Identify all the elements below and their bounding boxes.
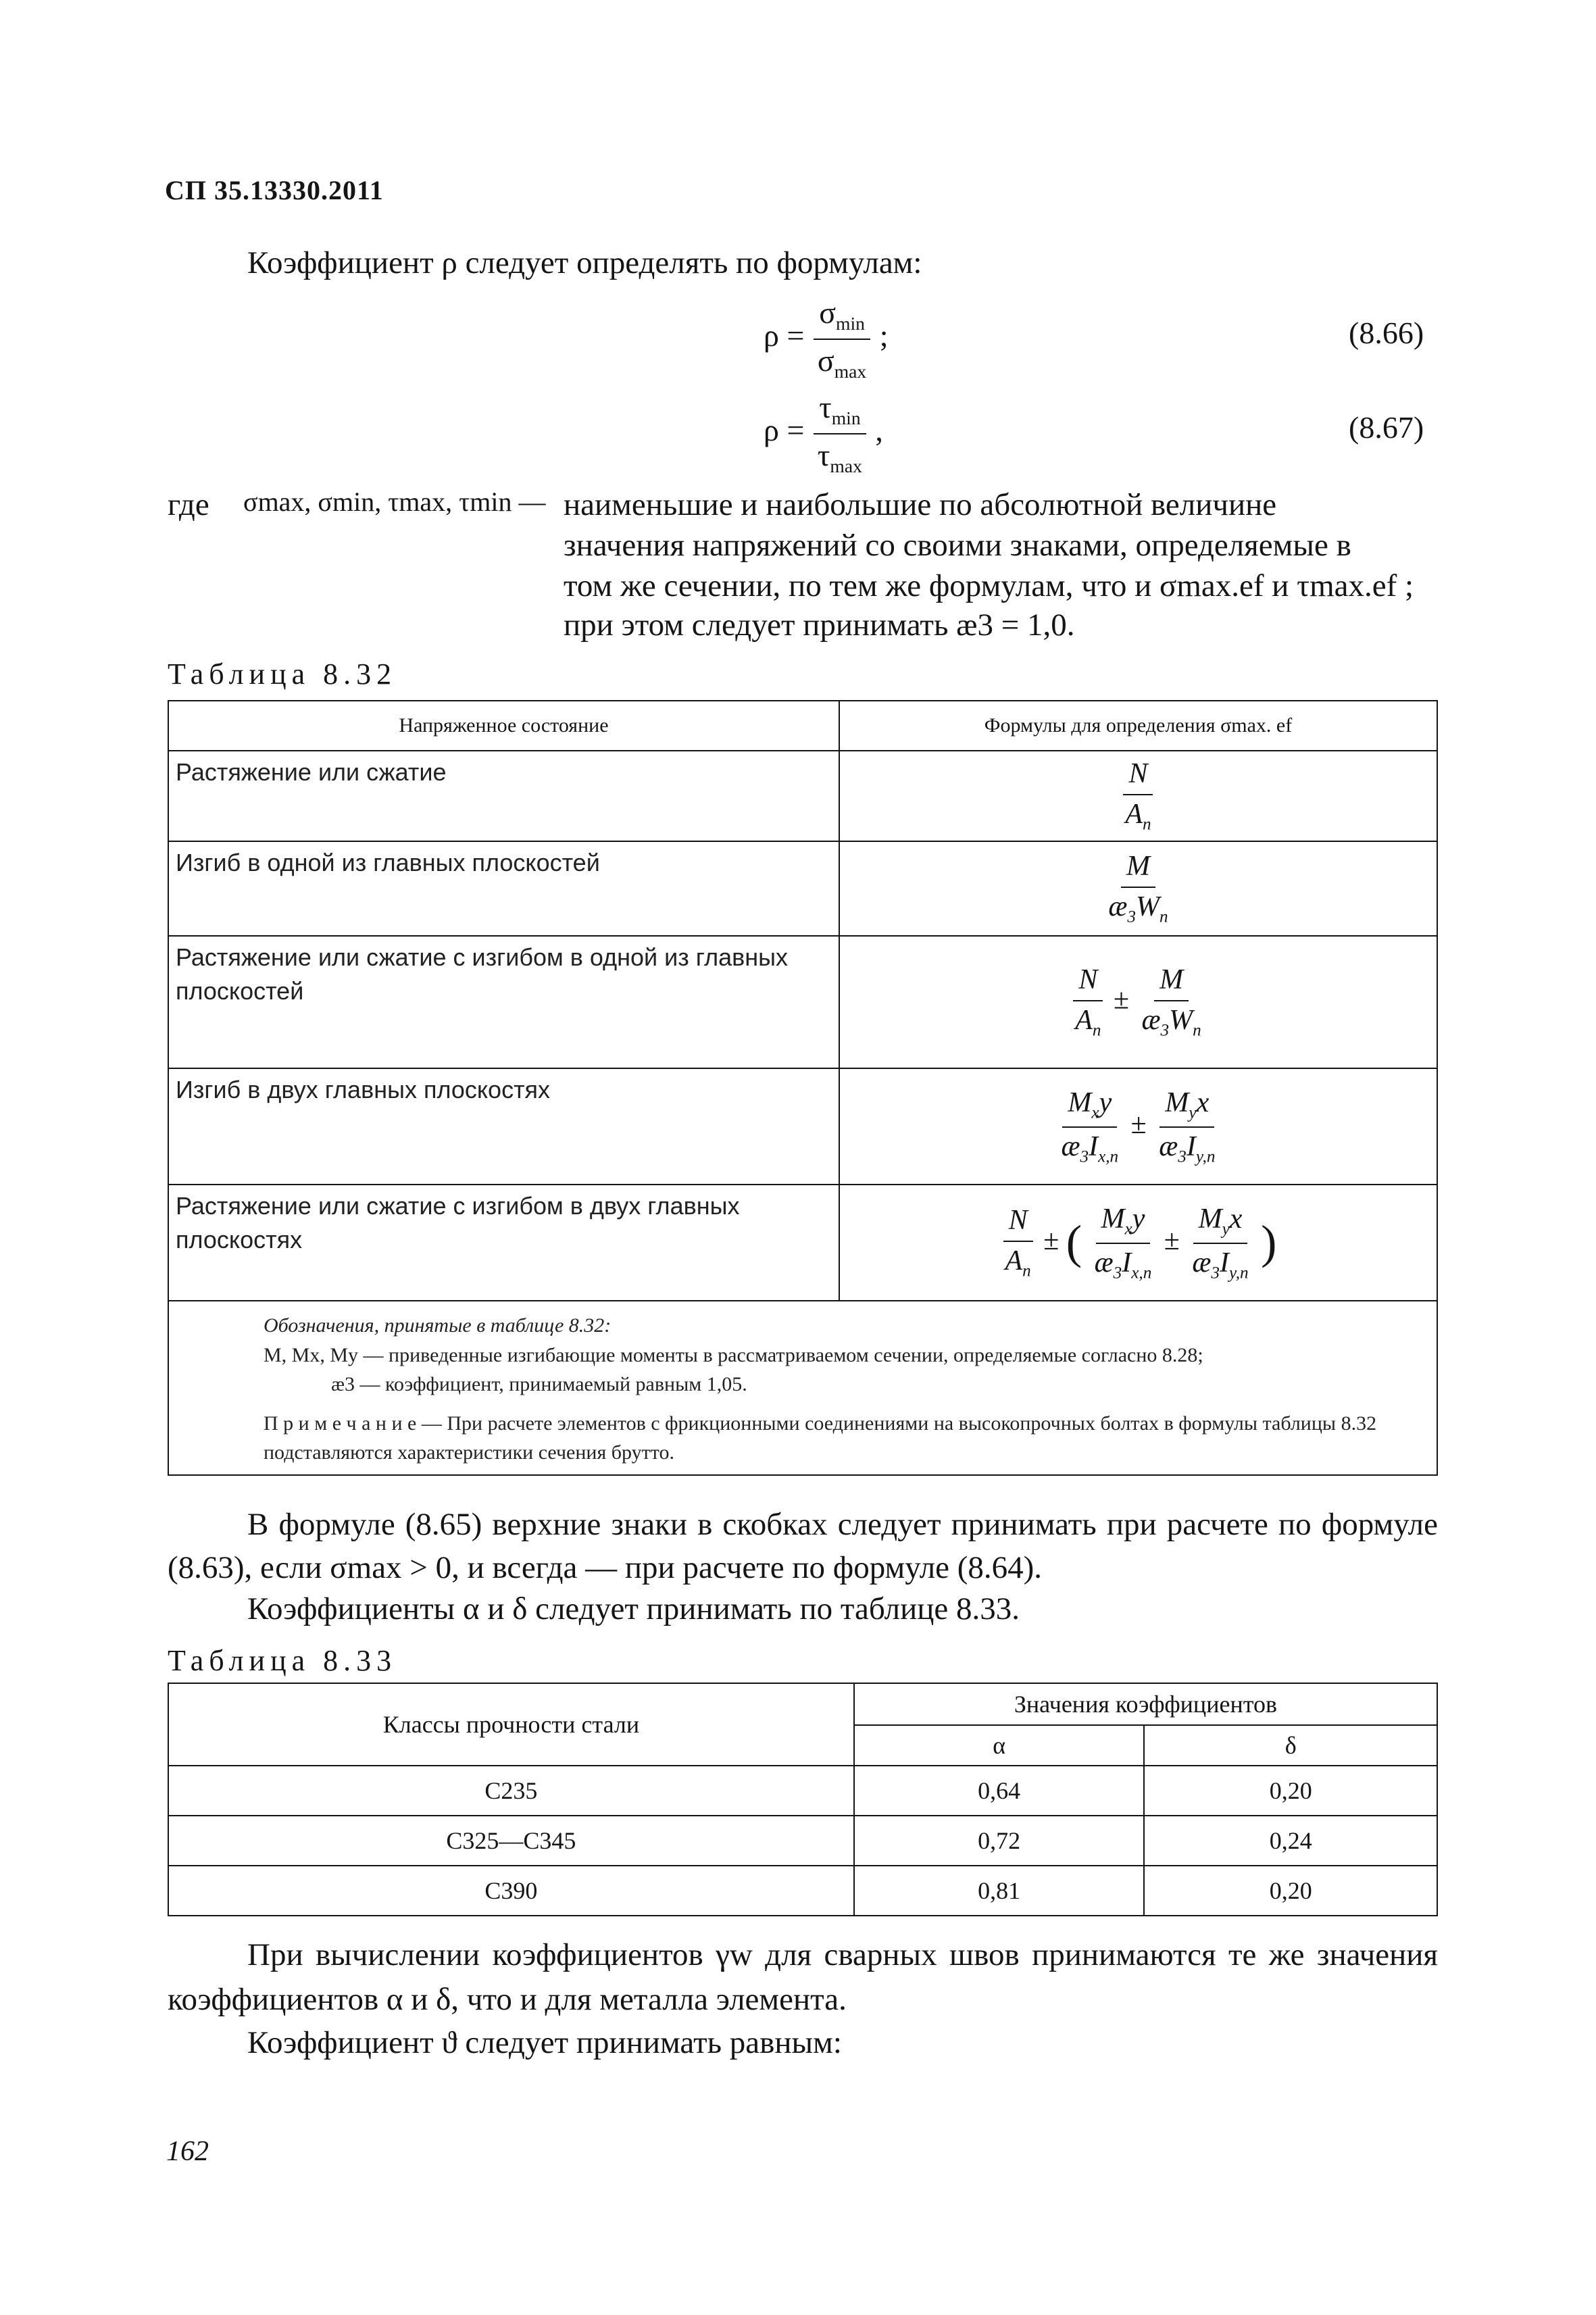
table-cell-state: Изгиб в двух главных плоскостях xyxy=(168,1068,839,1185)
paragraph-2: Коэффициенты α и δ следует принимать по таблице 8.33. xyxy=(247,1591,1020,1626)
table-cell-alpha: 0,72 xyxy=(854,1816,1145,1866)
table-8-33-caption: Таблица 8.33 xyxy=(168,1644,397,1677)
table-row xyxy=(168,1866,1437,1916)
paragraph-1: В формуле (8.65) верхние знаки в скобках следует принимать при расчете по формуле (8.63), если σmax > 0, и всегда — при расчете по формуле (8.64). xyxy=(168,1507,1438,1585)
fraction: $\frac{\tau_{min}}{\tau_{max}}$ xyxy=(812,389,868,477)
table-cell-class: С390 xyxy=(168,1866,854,1916)
table-row xyxy=(168,1766,1437,1816)
table-cell-delta: 0,20 xyxy=(1144,1766,1437,1816)
column-header-group: Значения коэффициентов xyxy=(854,1683,1437,1725)
column-header-delta: δ xyxy=(1144,1725,1437,1766)
table-cell-delta: 0,20 xyxy=(1144,1866,1437,1916)
table-cell-formula: $\frac{M}{æ_3W_n}$ xyxy=(839,841,1437,936)
table-note: П р и м е ч а н и е — При расчете элементов с фрикционными соединениями на высокопрочных болтах в формулы таблицы 8.32 подставляются характеристики сечения брутто. xyxy=(264,1412,1377,1464)
where-line-4: при этом следует принимать æ3 = 1,0. xyxy=(564,607,1075,643)
where-word: где xyxy=(168,487,209,522)
table-8-32 xyxy=(168,700,1438,1476)
where-symbols: σmax, σmin, τmax, τmin — xyxy=(243,487,546,517)
page-number: 162 xyxy=(166,2136,209,2167)
table-8-33 xyxy=(168,1683,1438,1916)
table-row xyxy=(168,1816,1437,1866)
table-cell-formula: $\frac{N}{A_n}$ xyxy=(839,751,1437,841)
paragraph-4: Коэффициент ϑ следует принимать равным: xyxy=(247,2025,842,2060)
formula-punct: , xyxy=(875,412,883,447)
table-cell-class: С235 xyxy=(168,1766,854,1816)
column-header-formula: Формулы для определения σmax. ef xyxy=(839,701,1437,751)
notes-title: Обозначения, принятые в таблице 8.32: xyxy=(264,1314,612,1337)
fraction: $\frac{\sigma_{min}}{\sigma_{max}}$ xyxy=(812,295,872,382)
notes-line-2: æ3 — коэффициент, принимаемый равным 1,05. xyxy=(331,1373,747,1395)
notes-line-1: M, Mx, My — приведенные изгибающие моменты в рассматриваемом сечении, определяемые согласно 8.28; xyxy=(264,1343,1203,1366)
paragraph-3: При вычислении коэффициентов γw для сварных швов принимаются те же значения коэффициентов α и δ, что и для металла элемента. xyxy=(168,1937,1438,2017)
table-cell-state: Растяжение или сжатие xyxy=(168,751,839,841)
table-cell-alpha: 0,81 xyxy=(854,1866,1145,1916)
table-8-32-caption: Таблица 8.32 xyxy=(168,657,397,691)
table-cell-state: Изгиб в одной из главных плоскостей xyxy=(168,841,839,936)
formula-8-66 xyxy=(764,295,889,382)
table-cell-class: С325—С345 xyxy=(168,1816,854,1866)
document-header: СП 35.13330.2011 xyxy=(165,175,384,205)
where-line-2: значения напряжений со своими знаками, определяемые в xyxy=(564,528,1351,563)
formula-lhs: ρ = xyxy=(764,412,805,447)
table-cell-formula: $\frac{N}{A_n}$ ± ( $\frac{M_xy}{æ_3I_{x,n}}$ ± $\frac{M_yx}{æ_3I_{y,n}}$ ) xyxy=(839,1185,1437,1301)
table-cell-state: Растяжение или сжатие с изгибом в одной из главных плоскостей xyxy=(168,936,839,1068)
table-cell-alpha: 0,64 xyxy=(854,1766,1145,1816)
table-cell-state: Растяжение или сжатие с изгибом в двух главных плоскостях xyxy=(168,1185,839,1301)
where-line-3: том же сечении, по тем же формулам, что и σmax.ef и τmax.ef ; xyxy=(564,568,1414,603)
formula-number-8-67: (8.67) xyxy=(1349,410,1424,445)
column-header-state: Напряженное состояние xyxy=(168,701,839,751)
where-line-1: наименьшие и наибольшие по абсолютной величине xyxy=(564,487,1277,522)
formula-punct: ; xyxy=(879,318,889,353)
column-header-alpha: α xyxy=(854,1725,1145,1766)
table-cell-delta: 0,24 xyxy=(1144,1816,1437,1866)
table-cell-formula: $\frac{M_xy}{æ_3I_{x,n}}$ ± $\frac{M_yx}{æ_3I_{y,n}}$ xyxy=(839,1068,1437,1185)
table-cell-formula: $\frac{N}{A_n}$ ± $\frac{M}{æ_3W_n}$ xyxy=(839,936,1437,1068)
intro-paragraph: Коэффициент ρ следует определять по формулам: xyxy=(247,245,922,280)
formula-lhs: ρ = xyxy=(764,318,805,353)
formula-8-67 xyxy=(764,389,883,477)
formula-number-8-66: (8.66) xyxy=(1349,316,1424,350)
column-header-class: Классы прочности стали xyxy=(168,1683,854,1766)
table-notes xyxy=(168,1301,1437,1475)
